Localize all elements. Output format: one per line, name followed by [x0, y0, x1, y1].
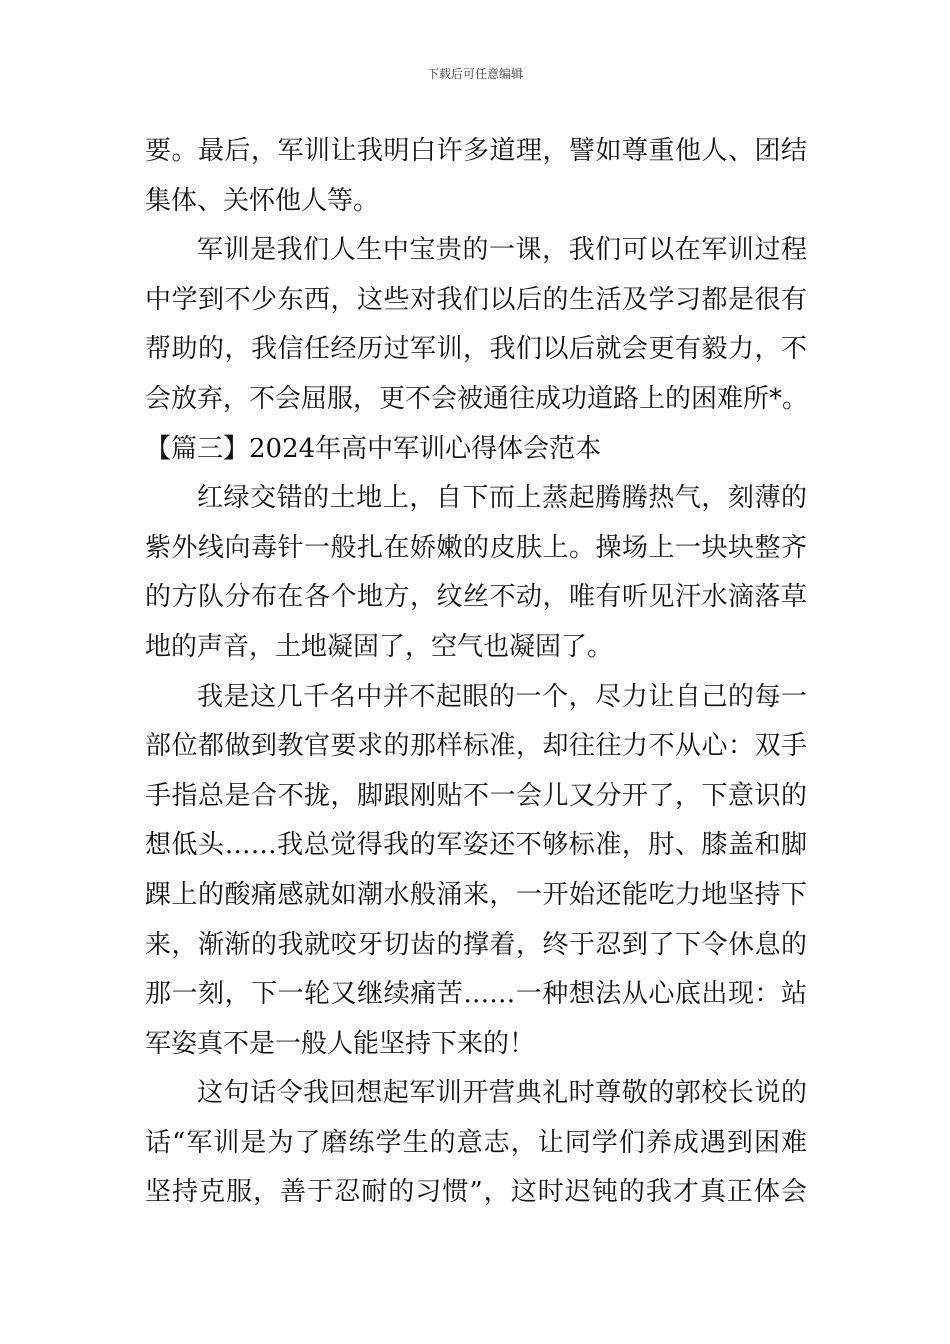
- text-line: 话“军训是为了磨练学生的意志，让同学们养成遇到困难: [145, 1127, 807, 1158]
- text-line: 踝上的酸痛感就如潮水般涌来，一开始还能吃力地坚持下: [145, 879, 807, 910]
- text-line: 紫外线向毒针一般扎在娇嫩的皮肤上。操场上一块块整齐: [145, 532, 807, 563]
- text-line: 来，渐渐的我就咬牙切齿的撑着，终于忍到了下令休息的: [145, 929, 807, 960]
- text-line: 那一刻，下一轮又继续痛苦……一种想法从心底出现：站: [145, 979, 807, 1010]
- text-line: 集体、关怀他人等。: [145, 185, 380, 216]
- text-line: 地的声音，土地凝固了，空气也凝固了。: [145, 631, 614, 662]
- text-line: 要。最后，军训让我明白许多道理，譬如尊重他人、团结: [145, 136, 807, 166]
- text-line: 中学到不少东西，这些对我们以后的生活及学习都是很有: [145, 284, 807, 315]
- text-line: 手指总是合不拢，脚跟刚贴不一会儿又分开了，下意识的: [145, 780, 807, 811]
- page-header: 下载后可任意编辑: [426, 67, 523, 81]
- text-line: 这句话令我回想起军训开营典礼时尊敬的郭校长说的: [197, 1078, 807, 1109]
- text-line: 【篇三】2024年高中军训心得体会范本: [145, 433, 602, 464]
- text-line: 帮助的，我信任经历过军训，我们以后就会更有毅力，不: [145, 334, 807, 365]
- text-line: 红绿交错的土地上，自下而上蒸起腾腾热气，刻薄的: [197, 483, 807, 514]
- text-line: 军训是我们人生中宝贵的一课，我们可以在军训过程: [197, 235, 807, 266]
- text-line: 军姿真不是一般人能坚持下来的！: [145, 1028, 536, 1059]
- text-line: 部位都做到教官要求的那样标准，却往往力不从心：双手: [145, 731, 807, 762]
- text-line: 想低头……我总觉得我的军姿还不够标准，肘、膝盖和脚: [145, 830, 807, 861]
- text-line: 坚持克服，善于忍耐的习惯”，这时迟钝的我才真正体会: [145, 1177, 807, 1208]
- text-line: 的方队分布在各个地方，纹丝不动，唯有听见汗水滴落草: [145, 582, 807, 613]
- text-line: 我是这几千名中并不起眼的一个，尽力让自己的每一: [197, 681, 807, 712]
- text-line: 会放弃，不会屈服，更不会被通往成功道路上的困难所*。: [145, 383, 809, 414]
- document-body: [145, 127, 807, 1218]
